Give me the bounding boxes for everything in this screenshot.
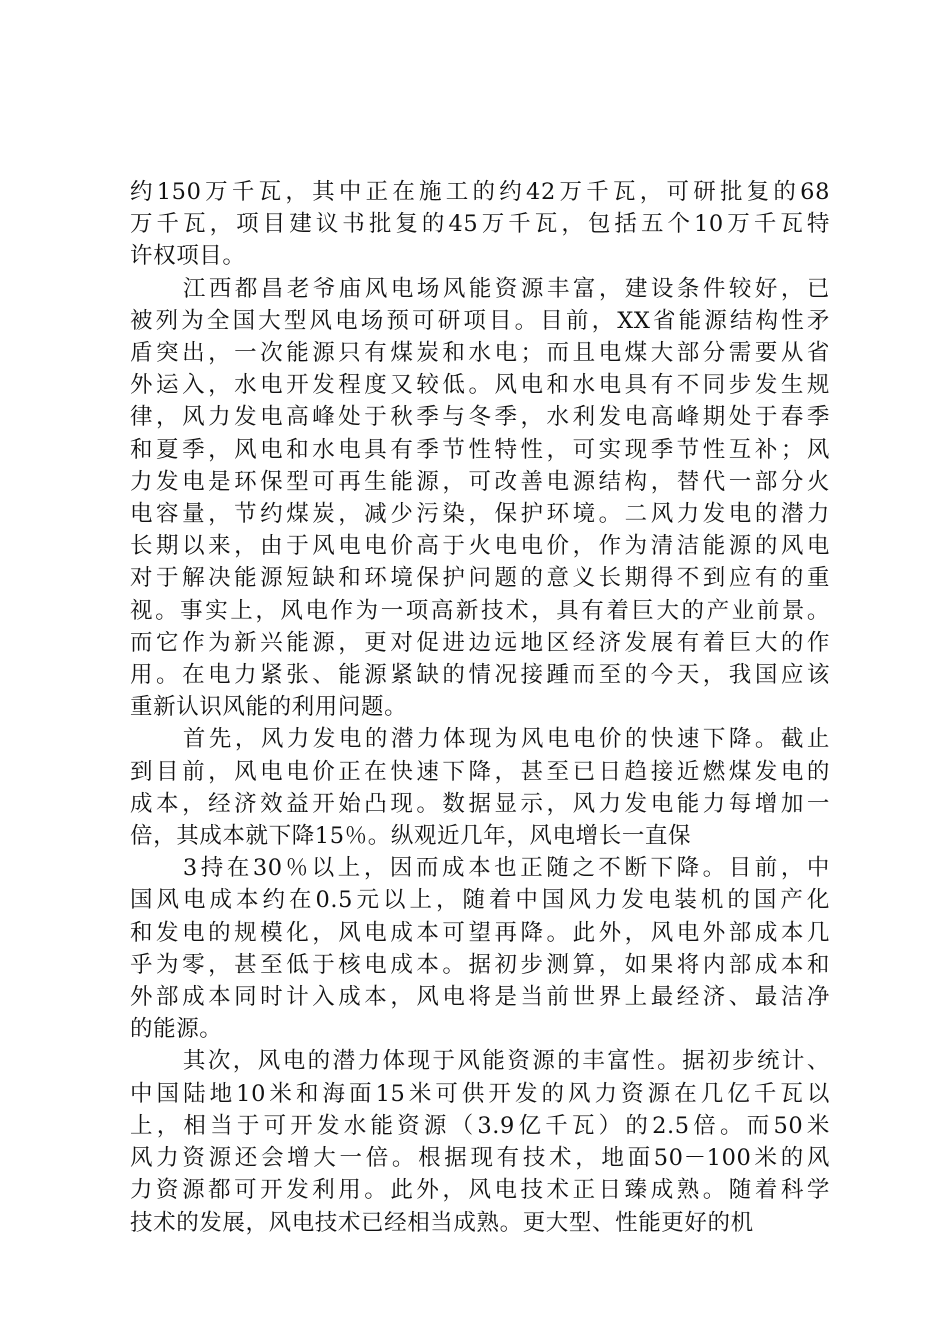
paragraph-p1 [130,176,830,273]
text-line: 许权项目。 [130,243,246,270]
text-line: 到目前，风电电价正在快速下降，甚至已日趋接近燃煤发电的 [130,758,830,785]
text-line: 技术的发展，风电技术已经相当成熟。更大型、性能更好的机 [130,1209,754,1236]
text-line: 外运入，水电开发程度又较低。风电和水电具有不同步发生规 [130,372,830,399]
text-line: 长期以来，由于风电电价高于火电电价，作为清洁能源的风电 [130,533,830,560]
text-line: 上，相当于可开发水能资源（3.9亿千瓦）的2.5倍。而50米 [130,1112,830,1139]
text-line: 倍，其成本就下降15％。纵观近几年，风电增长一直保 [130,823,692,850]
text-line: 用。在电力紧张、能源紧缺的情况接踵而至的今天，我国应该 [130,662,830,689]
text-line: 而它作为新兴能源，更对促进边远地区经济发展有着巨大的作 [130,629,830,656]
paragraph-p5 [130,1045,830,1238]
text-line: 和夏季，风电和水电具有季节性特性，可实现季节性互补；风 [130,436,830,463]
text-line: 约150万千瓦，其中正在施工的约42万千瓦，可研批复的68 [130,179,830,205]
text-line: 对于解决能源短缺和环境保护问题的意义长期得不到应有的重 [130,565,830,592]
text-line: 万千瓦，项目建议书批复的45万千瓦，包括五个10万千瓦特 [130,211,830,238]
text-line: 风力资源还会增大一倍。根据现有技术，地面50－100米的风 [130,1145,830,1172]
text-line: 视。事实上，风电作为一项高新技术，具有着巨大的产业前景。 [130,597,830,624]
paragraph-p3 [130,723,830,852]
text-line: 国风电成本约在0.5元以上，随着中国风力发电装机的国产化 [130,887,830,914]
paragraph-p2 [130,273,830,724]
text-line: 力发电是环保型可再生能源，可改善电源结构，替代一部分火 [130,468,830,495]
text-line: 成本，经济效益开始凸现。数据显示，风力发电能力每增加一 [130,790,830,817]
document-body [130,176,830,1239]
text-line: 的能源。 [130,1016,223,1043]
text-line: 律，风力发电高峰处于秋季与冬季，水利发电高峰期处于春季 [130,404,830,431]
text-line: 3持在30％以上，因而成本也正随之不断下降。目前，中 [182,855,830,882]
text-line: 乎为零，甚至低于核电成本。据初步测算，如果将内部成本和 [130,951,830,978]
text-line: 电容量，节约煤炭，减少污染，保护环境。二风力发电的潜力 [130,501,830,528]
text-line: 首先，风力发电的潜力体现为风电电价的快速下降。截止 [182,726,830,753]
text-line: 外部成本同时计入成本，风电将是当前世界上最经济、最洁净 [130,984,830,1011]
text-line: 江西都昌老爷庙风电场风能资源丰富，建设条件较好，已 [182,275,830,302]
text-line: 其次，风电的潜力体现于风能资源的丰富性。据初步统计、 [182,1048,830,1075]
text-line: 重新认识风能的利用问题。 [130,694,408,721]
text-line: 和发电的规模化，风电成本可望再降。此外，风电外部成本几 [130,919,830,946]
text-line: 中国陆地10米和海面15米可供开发的风力资源在几亿千瓦以 [130,1080,830,1107]
text-line: 力资源都可开发利用。此外，风电技术正日臻成熟。随着科学 [130,1177,830,1204]
paragraph-p4 [130,852,830,1045]
text-line: 被列为全国大型风电场预可研项目。目前，XX省能源结构性矛 [130,307,830,334]
text-line: 盾突出，一次能源只有煤炭和水电；而且电煤大部分需要从省 [130,340,830,367]
